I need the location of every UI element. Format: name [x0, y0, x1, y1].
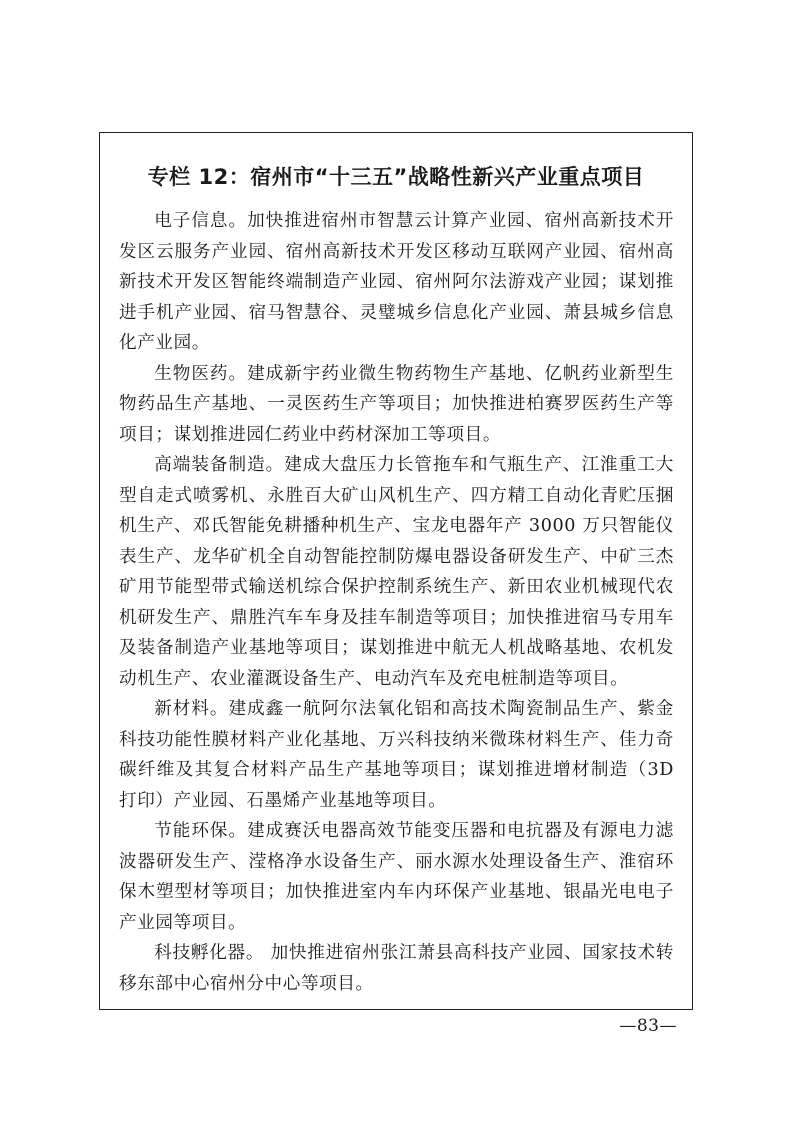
paragraph-biomedicine: 生物医药。建成新宇药业微生物药物生产基地、亿帆药业新型生物药品生产基地、一灵医药生产等项目；加快推进柏赛罗医药生产等项目；谋划推进园仁药业中药材深加工等项目。: [119, 363, 674, 445]
paragraph-electronic-information: 电子信息。加快推进宿州市智慧云计算产业园、宿州高新技术开发区云服务产业园、宿州高新技术开发区移动互联网产业园、宿州高新技术开发区智能终端制造产业园、宿州阿尔法游戏产业园；谋划推进手机产业园、宿马智慧谷、灵璧城乡信息化产业园、萧县城乡信息化产业园。: [119, 211, 674, 353]
page-number: —83—: [619, 1016, 677, 1036]
paragraph-energy-saving: 节能环保。建成赛沃电器高效节能变压器和电抗器及有源电力滤波器研发生产、滢格净水设备生产、丽水源水处理设备生产、淮宿环保木塑型材等项目；加快推进室内车内环保产业基地、银晶光电电子产业园等项目。: [119, 821, 674, 933]
box-content: [119, 206, 674, 999]
paragraph-tech-incubator: 科技孵化器。 加快推进宿州张江萧县高科技产业园、国家技术转移东部中心宿州分中心等项目。: [119, 943, 674, 994]
paragraph-high-end-equipment: 高端装备制造。建成大盘压力长管拖车和气瓶生产、江淮重工大型自走式喷雾机、永胜百大矿山风机生产、四方精工自动化青贮压捆机生产、邓氏智能免耕播种机生产、宝龙电器年产 3000 万只智能仪表生产、龙华矿机全自动智能控制防爆电器设备研发生产、中矿三杰矿用节能型带式输送机综合保护控制系统生产、新田农业机械现代农机研发生产、鼎胜汽车车身及挂车制造等项目；加快推进宿马专用车及装备制造产业基地等项目；谋划推进中航无人机战略基地、农机发动机生产、农业灌溉设备生产、电动汽车及充电桩制造等项目。: [119, 455, 674, 689]
project-box: [99, 132, 693, 1010]
paragraph-new-materials: 新材料。建成鑫一航阿尔法氧化铝和高技术陶瓷制品生产、紫金科技功能性膜材料产业化基地、万兴科技纳米微珠材料生产、佳力奇碳纤维及其复合材料产品生产基地等项目；谋划推进增材制造（3D 打印）产业园、石墨烯产业基地等项目。: [119, 699, 674, 811]
box-title: 专栏 12：宿州市“十三五”战略性新兴产业重点项目: [147, 165, 645, 189]
